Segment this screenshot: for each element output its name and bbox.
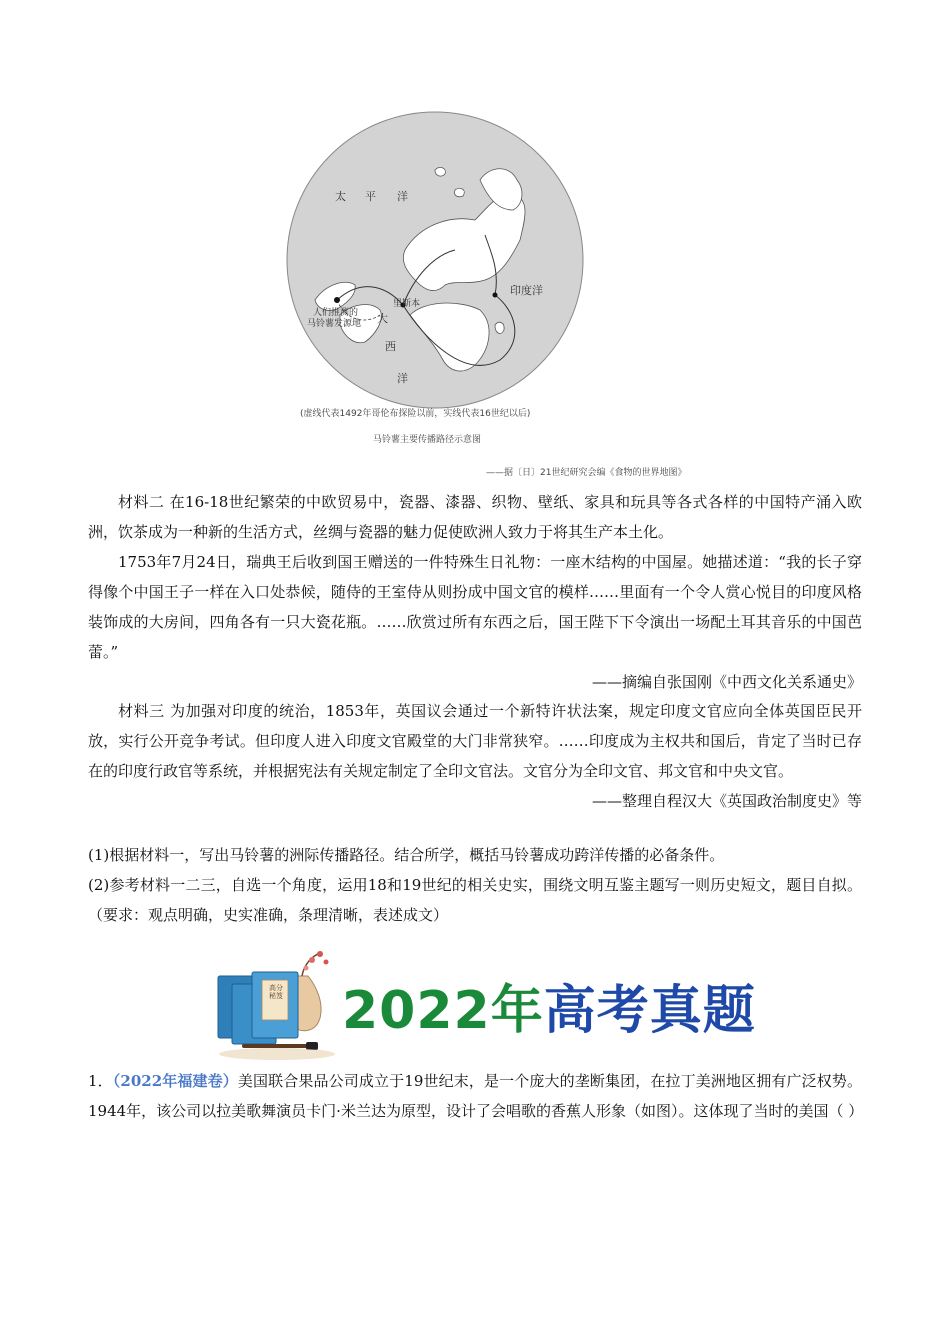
banner-title — [342, 968, 756, 1043]
globe-map-graphic — [285, 110, 585, 410]
map-label-pacific-2: 平 — [365, 190, 376, 203]
map-label-indian-ocean: 印度洋 — [510, 284, 543, 297]
map-label-atlantic-1: 大 — [377, 312, 388, 325]
map-label-pacific-1: 太 — [335, 190, 346, 203]
question-1 — [88, 1066, 862, 1126]
material-2-paragraph-2: 1753年7月24日，瑞典王后收到国王赠送的一件特殊生日礼物：一座木结构的中国屋。她描述道：“我的长子穿得像个中国王子一样在入口处恭候，随侍的王室侍从则扮成中国文官的模样……里面有一个令人赏心悦目的印度风格装饰成的大房间，四角各有一只大瓷花瓶。……欣赏过所有东西之后，国王陛下下令演出一场配土耳其音乐的中国芭蕾。” — [88, 553, 862, 661]
question-1-block — [88, 1066, 862, 1126]
map-label-lisbon: 里斯本 — [393, 299, 421, 309]
map-caption-title: 马铃薯主要传播路径示意图 — [373, 435, 482, 445]
material-3-block — [88, 696, 862, 816]
material-2-paragraph-1: 材料二 在16-18世纪繁荣的中欧贸易中，瓷器、漆器、织物、壁纸、家具和玩具等各式各样的中国特产涌入欧洲，饮茶成为一种新的生活方式，丝绸与瓷器的魅力促使欧洲人致力于将其生产本土化。 — [88, 493, 862, 541]
question-1-source-tag: （2022年福建卷） — [112, 1072, 238, 1090]
question-part-1: (1)根据材料一，写出马铃薯的洲际传播路径。结合所学，概括马铃薯成功跨洋传播的必备条件。 — [88, 846, 725, 864]
material-2-source: ——摘编自张国刚《中西文化关系通史》 — [591, 673, 862, 691]
section-banner — [212, 946, 756, 1066]
banner-title-rest: 高考真题 — [543, 981, 756, 1041]
question-1-number: 1． — [88, 1072, 113, 1090]
map-label-origin-line1: 人们推测的 — [313, 308, 359, 318]
banner-title-year: 2022年 — [342, 981, 544, 1041]
potato-route-map — [285, 110, 585, 410]
questions-block — [88, 840, 862, 930]
map-source: ——据〔日〕21世纪研究会编《食物的世界地图》 — [486, 468, 687, 478]
map-caption-legend: (虚线代表1492年哥伦布探险以前，实线代表16世纪以后) — [300, 409, 531, 419]
question-1-text: 美国联合果品公司成立于19世纪末，是一个庞大的垄断集团，在拉丁美洲地区拥有广泛权势。1944年，该公司以拉美歌舞演员卡门·米兰达为原型，设计了会唱歌的香蕉人形象（如图）。这体现了当时的美国（ ） — [88, 1072, 864, 1120]
map-label-atlantic-3: 洋 — [397, 372, 408, 385]
map-label-atlantic-2: 西 — [385, 340, 396, 353]
material-3-source: ——整理自程汉大《英国政治制度史》等 — [591, 792, 862, 810]
map-label-pacific-3: 洋 — [397, 190, 408, 203]
material-2-block — [88, 487, 862, 697]
book-stack-icon — [212, 946, 342, 1066]
book-cover-text: 高分秘笈 — [269, 984, 283, 1000]
material-3-paragraph-1: 材料三 为加强对印度的统治，1853年，英国议会通过一个新特许状法案，规定印度文官应向全体英国臣民开放，实行公开竞争考试。但印度人进入印度文官殿堂的大门非常狭窄。……印度成为主权共和国后，肯定了当时已存在的印度行政官等系统，并根据宪法有关规定制定了全印文官法。文官分为全印文官、邦文官和中央文官。 — [88, 702, 862, 780]
question-part-2: (2)参考材料一二三，自选一个角度，运用18和19世纪的相关史实，围绕文明互鉴主题写一则历史短文，题目自拟。（要求：观点明确，史实准确，条理清晰，表述成文） — [88, 876, 862, 924]
map-label-origin-line2: 马铃薯发源地 — [307, 319, 362, 329]
